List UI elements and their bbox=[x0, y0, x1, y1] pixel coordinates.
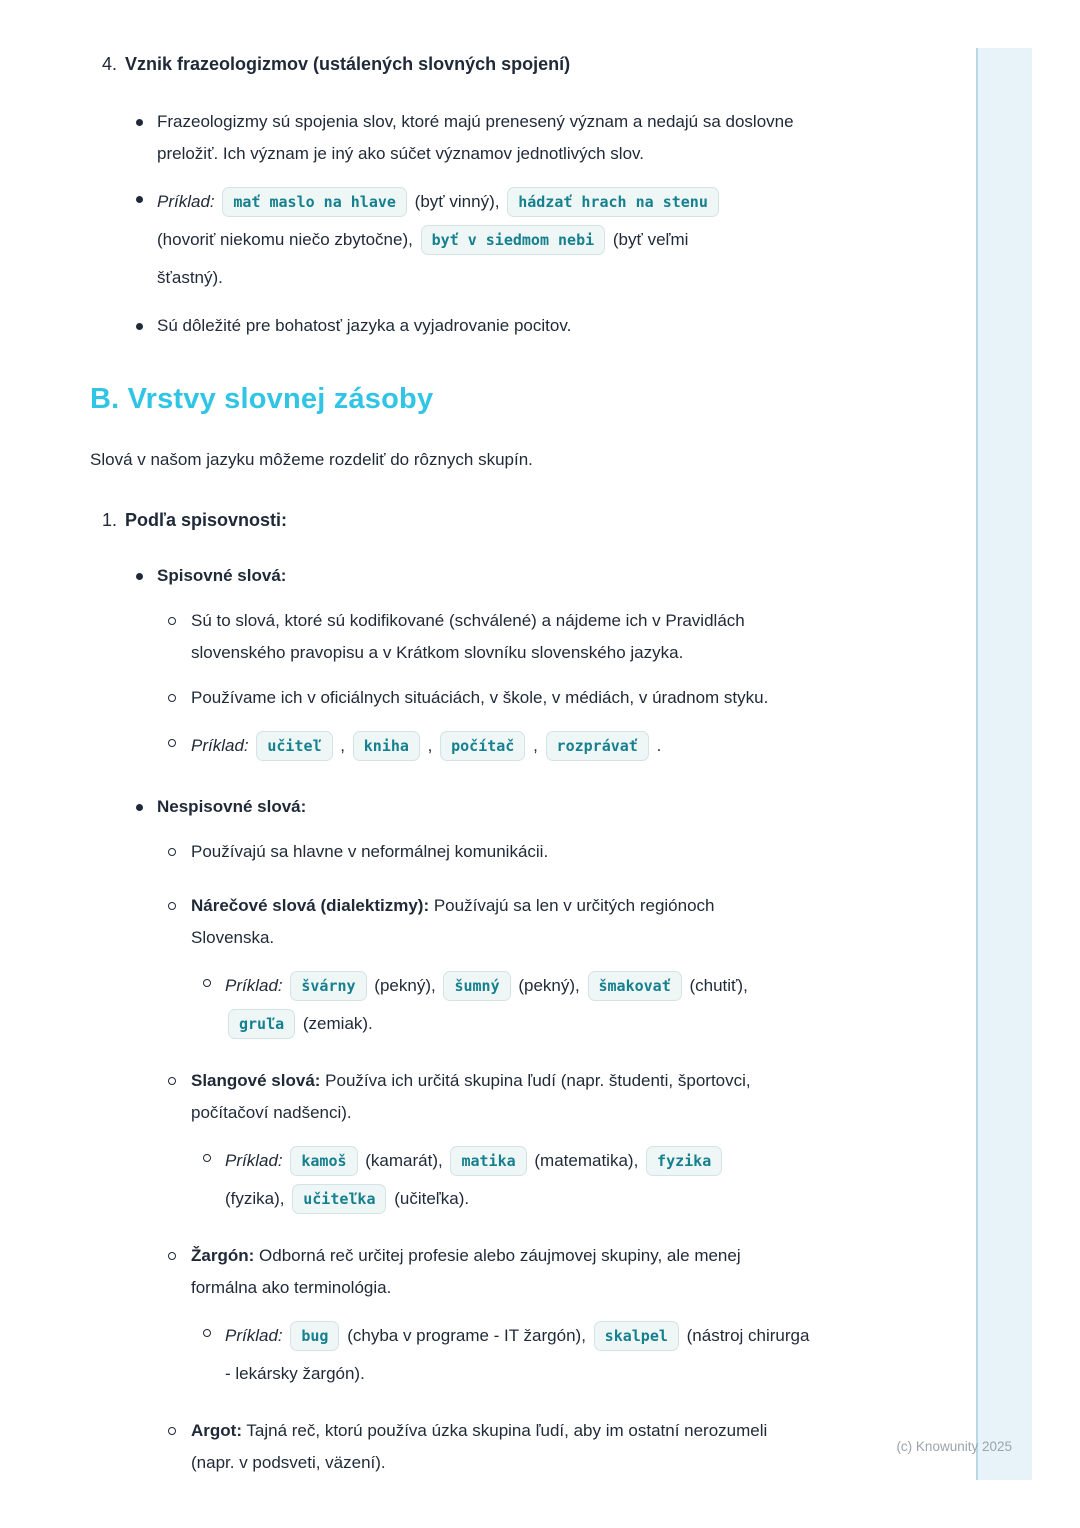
code-chip: byť v siedmom nebi bbox=[421, 225, 606, 255]
paragraph: Frazeologizmy sú spojenia slov, ktoré majú prenesený význam a nedajú sa doslovne preložiť. Ich význam je iný ako súčet významov jednotlivých slov. bbox=[157, 112, 794, 163]
example-text: , bbox=[427, 736, 433, 755]
list-item bbox=[0, 727, 900, 765]
item-1-number: 1. bbox=[102, 510, 118, 530]
example-label: Príklad: bbox=[191, 736, 249, 755]
section-4-number: 4. bbox=[102, 54, 118, 74]
code-chip: hádzať hrach na stenu bbox=[507, 187, 719, 217]
bullet-circle-icon bbox=[203, 979, 211, 987]
list-item bbox=[0, 310, 900, 342]
bullet-circle-icon bbox=[168, 848, 176, 856]
bullet-circle-icon bbox=[168, 1252, 176, 1260]
example-text: (pekný), bbox=[518, 976, 580, 995]
example-label: Príklad: bbox=[157, 192, 215, 211]
term-text: Tajná reč, ktorú používa úzka skupina ľudí, aby im ostatní nerozumeli (napr. v podsveti, väzení). bbox=[191, 1421, 768, 1472]
example-text: (byť vinný), bbox=[414, 192, 500, 211]
item-1-title: Podľa spisovnosti: bbox=[125, 510, 287, 530]
paragraph bbox=[191, 1065, 801, 1129]
code-chip: kamoš bbox=[290, 1146, 357, 1176]
code-chip: šmakovať bbox=[588, 971, 682, 1001]
term-title: Spisovné slová: bbox=[157, 566, 287, 585]
example-text: , bbox=[533, 736, 538, 755]
example-line bbox=[191, 727, 801, 765]
bullet-dot-icon bbox=[136, 196, 143, 203]
code-chip: gruľa bbox=[228, 1009, 295, 1039]
paragraph: Používame ich v oficiálnych situáciách, v škole, v médiách, v úradnom styku. bbox=[191, 688, 769, 707]
code-chip: švárny bbox=[290, 971, 366, 1001]
example-text: (byť veľmi šťastný). bbox=[157, 230, 689, 287]
paragraph bbox=[191, 1415, 801, 1479]
bullet-circle-icon bbox=[168, 739, 176, 747]
bullet-circle-icon bbox=[168, 617, 176, 625]
list-item bbox=[0, 106, 900, 170]
bullet-circle-icon bbox=[168, 694, 176, 702]
code-chip: skalpel bbox=[594, 1321, 679, 1351]
list-item bbox=[0, 1240, 900, 1304]
example-label: Príklad: bbox=[225, 1326, 283, 1345]
example-line bbox=[225, 1317, 810, 1393]
bullet-circle-icon bbox=[168, 1427, 176, 1435]
list-item bbox=[0, 1065, 900, 1129]
code-chip: učiteľ bbox=[256, 731, 332, 761]
example-text: (matematika), bbox=[534, 1151, 639, 1170]
list-item bbox=[0, 967, 900, 1043]
section-intro: Slová v našom jazyku môžeme rozdeliť do rôznych skupín. bbox=[90, 450, 533, 469]
example-text: (hovoriť niekomu niečo zbytočne), bbox=[157, 230, 413, 249]
example-line bbox=[225, 967, 785, 1043]
example-text: , bbox=[340, 736, 346, 755]
section-4-heading bbox=[0, 50, 900, 78]
example-text: (pekný), bbox=[374, 976, 436, 995]
list-item bbox=[0, 1317, 900, 1393]
code-chip: šumný bbox=[443, 971, 510, 1001]
bullet-circle-icon bbox=[203, 1329, 211, 1337]
copyright-notice: (c) Knowunity 2025 bbox=[896, 1439, 1012, 1454]
code-chip: počítač bbox=[440, 731, 525, 761]
code-chip: matika bbox=[450, 1146, 526, 1176]
example-text: (učiteľka). bbox=[394, 1189, 470, 1208]
term-text: Používajú sa len v určitých regiónoch Slovenska. bbox=[191, 896, 715, 947]
term-title: Nárečové slová (dialektizmy): bbox=[191, 896, 430, 915]
section-4-title: Vznik frazeologizmov (ustálených slovných spojení) bbox=[125, 54, 571, 74]
code-chip: fyzika bbox=[646, 1146, 722, 1176]
list-item bbox=[0, 183, 900, 297]
list-item bbox=[0, 560, 900, 592]
example-line bbox=[225, 1142, 780, 1218]
example-label: Príklad: bbox=[225, 976, 283, 995]
example-text: (kamarát), bbox=[365, 1151, 443, 1170]
example-text: (chyba v programe - IT žargón), bbox=[347, 1326, 586, 1345]
example-label: Príklad: bbox=[225, 1151, 283, 1170]
code-chip: rozprávať bbox=[546, 731, 649, 761]
term-title: Nespisovné slová: bbox=[157, 797, 307, 816]
term-text: Odborná reč určitej profesie alebo záujmovej skupiny, ale menej formálna ako terminológia. bbox=[191, 1246, 741, 1297]
term-title: Žargón: bbox=[191, 1246, 255, 1265]
paragraph bbox=[191, 1240, 801, 1304]
code-chip: mať maslo na hlave bbox=[222, 187, 407, 217]
example-text: (fyzika), bbox=[225, 1189, 285, 1208]
example-line bbox=[157, 183, 742, 297]
list-item bbox=[0, 836, 900, 868]
paragraph: Sú to slová, ktoré sú kodifikované (schválené) a nájdeme ich v Pravidlách slovenského pravopisu a v Krátkom slovníku slovenského jazyka. bbox=[191, 611, 745, 662]
bullet-dot-icon bbox=[136, 119, 143, 126]
bullet-dot-icon bbox=[136, 323, 143, 330]
example-text: . bbox=[656, 736, 662, 755]
bullet-circle-icon bbox=[203, 1154, 211, 1162]
bullet-dot-icon bbox=[136, 573, 143, 580]
code-chip: kniha bbox=[353, 731, 420, 761]
example-text: (chutiť), bbox=[689, 976, 748, 995]
list-item bbox=[0, 682, 900, 714]
bullet-circle-icon bbox=[168, 902, 176, 910]
bullet-circle-icon bbox=[168, 1077, 176, 1085]
example-text: (nástroj chirurga - lekársky žargón). bbox=[225, 1326, 810, 1383]
list-item bbox=[0, 1415, 900, 1479]
example-text: (zemiak). bbox=[302, 1014, 373, 1033]
list-item bbox=[0, 890, 900, 954]
bullet-dot-icon bbox=[136, 804, 143, 811]
right-margin-stripe bbox=[976, 48, 1032, 1480]
term-title: Argot: bbox=[191, 1421, 242, 1440]
term-text: Používa ich určitá skupina ľudí (napr. študenti, športovci, počítačoví nadšenci). bbox=[191, 1071, 751, 1122]
term-title: Slangové slová: bbox=[191, 1071, 321, 1090]
paragraph: Používajú sa hlavne v neformálnej komunikácii. bbox=[191, 842, 549, 861]
code-chip: učiteľka bbox=[292, 1184, 386, 1214]
paragraph bbox=[191, 890, 801, 954]
list-item bbox=[0, 1142, 900, 1218]
code-chip: bug bbox=[290, 1321, 339, 1351]
numbered-item-1 bbox=[0, 506, 900, 534]
section-heading-b: B. Vrstvy slovnej zásoby bbox=[90, 383, 434, 415]
paragraph: Sú dôležité pre bohatosť jazyka a vyjadrovanie pocitov. bbox=[157, 316, 572, 335]
list-item bbox=[0, 605, 900, 669]
list-item bbox=[0, 791, 900, 823]
